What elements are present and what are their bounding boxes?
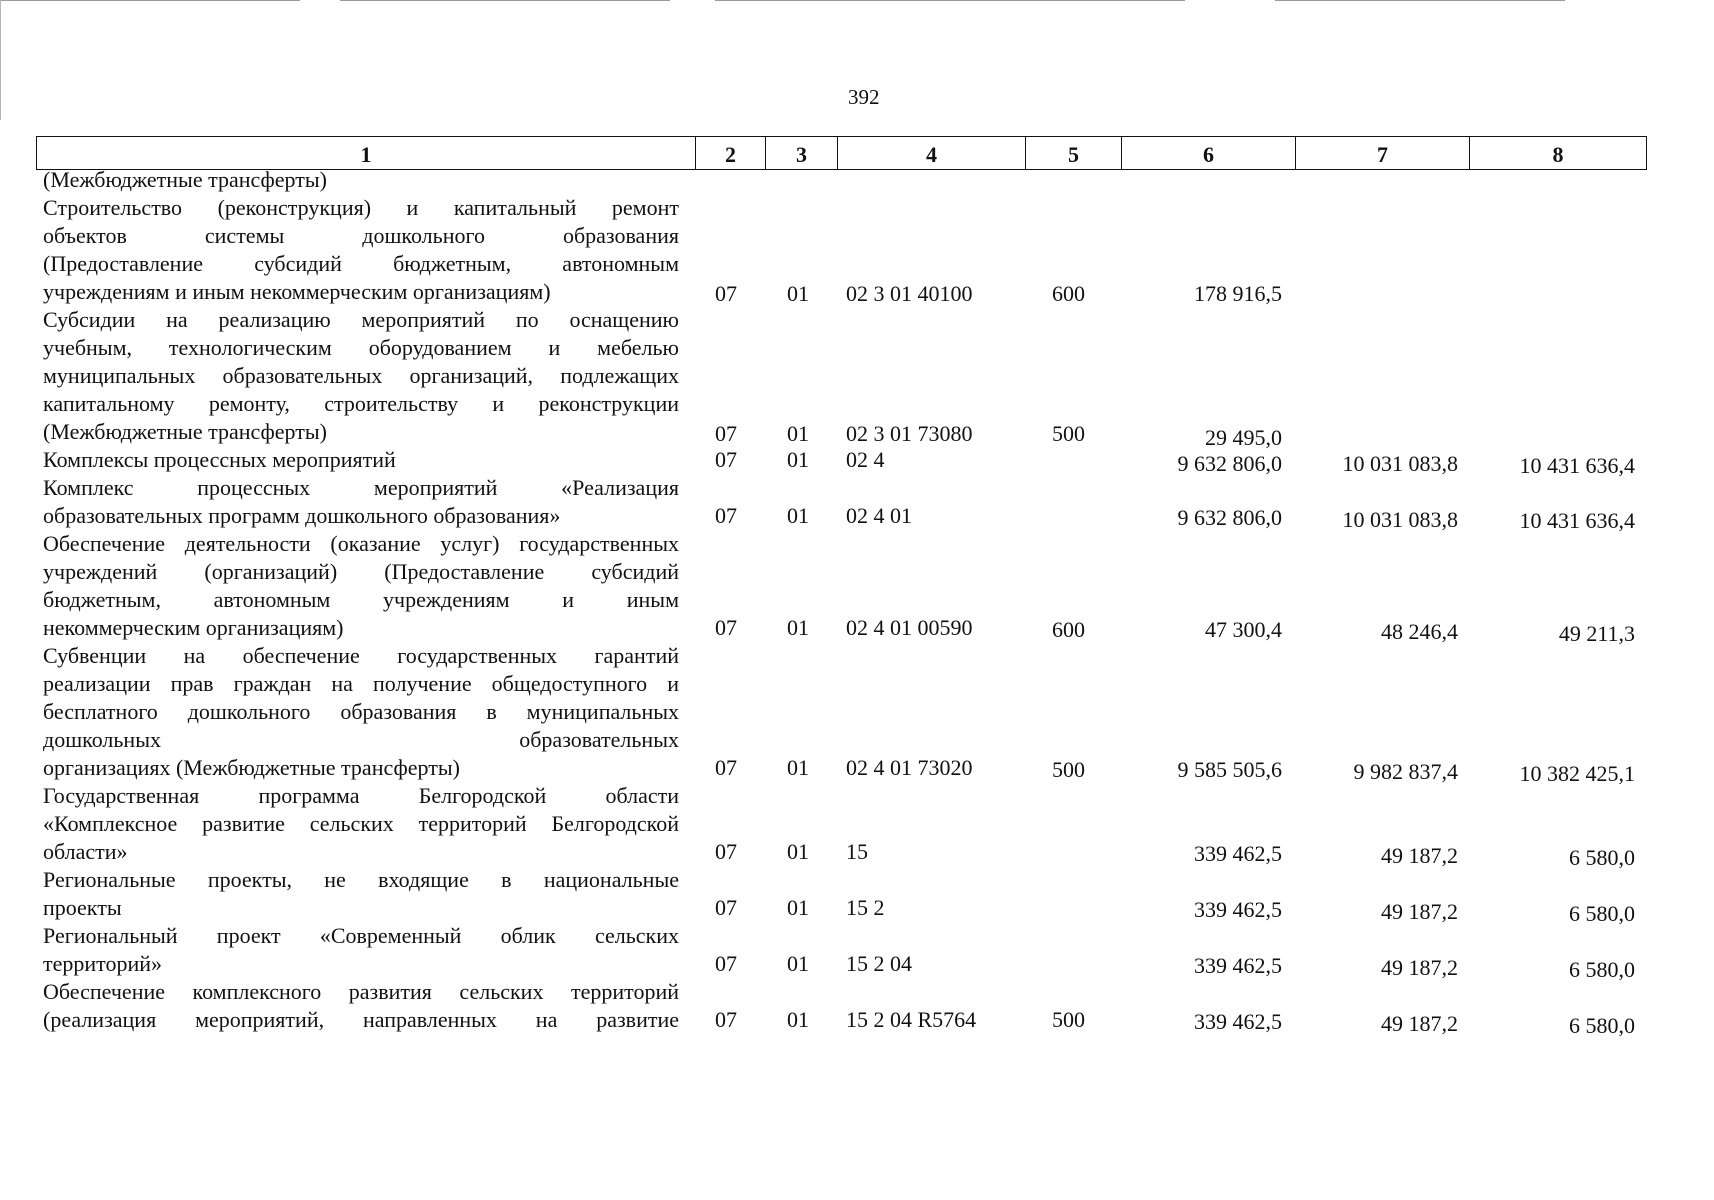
description-line: муниципальных образовательных организаций, подлежащих xyxy=(43,363,679,388)
cell-section: 07 xyxy=(715,839,737,864)
description-line: проекты xyxy=(43,895,122,920)
cell-section: 07 xyxy=(715,951,737,976)
cell-target-article: 15 xyxy=(846,839,868,864)
description-line: «Комплексное развитие сельских территорий Белгородской xyxy=(43,811,679,836)
cell-section: 07 xyxy=(715,755,737,780)
scan-edge-line xyxy=(715,0,1185,1)
description-line: Субвенции на обеспечение государственных гарантий xyxy=(43,643,679,668)
cell-amount-col6: 9 585 505,6 xyxy=(1177,757,1282,782)
description-line: учебным, технологическим оборудованием и мебелью xyxy=(43,335,679,360)
cell-target-article: 02 3 01 73080 xyxy=(846,421,973,446)
cell-expense-type: 500 xyxy=(1052,757,1085,782)
row-description xyxy=(43,194,679,306)
description-line: объектов системы дошкольного образования xyxy=(43,223,679,248)
cell-amount-col8: 6 580,0 xyxy=(1569,901,1635,926)
cell-subsection: 01 xyxy=(787,281,809,306)
cell-subsection: 01 xyxy=(787,503,809,528)
description-line: капитальному ремонту, строительству и реконструкции xyxy=(43,391,679,416)
description-line: Субсидии на реализацию мероприятий по оснащению xyxy=(43,307,679,332)
cell-amount-col6: 9 632 806,0 xyxy=(1177,505,1282,530)
cell-amount-col6: 47 300,4 xyxy=(1205,617,1282,642)
row-description xyxy=(43,166,679,194)
cell-target-article: 02 4 xyxy=(846,447,885,472)
cell-target-article: 15 2 04 xyxy=(846,951,912,976)
row-description xyxy=(43,446,679,474)
row-description xyxy=(43,866,679,922)
cell-amount-col6: 29 495,0 xyxy=(1205,425,1282,450)
cell-amount-col7: 49 187,2 xyxy=(1381,899,1458,924)
cell-amount-col7: 49 187,2 xyxy=(1381,1011,1458,1036)
cell-section: 07 xyxy=(715,503,737,528)
cell-amount-col8: 6 580,0 xyxy=(1569,957,1635,982)
cell-target-article: 15 2 04 R5764 xyxy=(846,1007,977,1032)
description-line: образовательных программ дошкольного образования» xyxy=(43,503,561,528)
cell-amount-col7: 49 187,2 xyxy=(1381,955,1458,980)
cell-expense-type: 500 xyxy=(1052,1007,1085,1032)
description-line: области» xyxy=(43,839,128,864)
page-number: 392 xyxy=(848,85,880,109)
cell-target-article: 02 4 01 00590 xyxy=(846,615,973,640)
cell-section: 07 xyxy=(715,1007,737,1032)
cell-amount-col6: 339 462,5 xyxy=(1194,953,1282,978)
row-description xyxy=(43,474,679,530)
header-col-3: 3 xyxy=(765,137,837,169)
cell-expense-type: 600 xyxy=(1052,617,1085,642)
row-description xyxy=(43,530,679,642)
scan-edge-line xyxy=(0,0,1,120)
description-line: (Межбюджетные трансферты) xyxy=(43,419,327,444)
cell-expense-type: 500 xyxy=(1052,421,1085,446)
cell-amount-col8: 10 431 636,4 xyxy=(1519,453,1635,478)
cell-subsection: 01 xyxy=(787,1007,809,1032)
cell-amount-col6: 9 632 806,0 xyxy=(1177,451,1282,476)
cell-amount-col8: 6 580,0 xyxy=(1569,845,1635,870)
cell-subsection: 01 xyxy=(787,615,809,640)
scan-edge-line xyxy=(340,0,670,1)
cell-expense-type: 600 xyxy=(1052,281,1085,306)
description-line: Государственная программа Белгородской области xyxy=(43,783,679,808)
description-line: (Предоставление субсидий бюджетным, автономным xyxy=(43,251,679,276)
description-line: (Межбюджетные трансферты) xyxy=(43,167,327,192)
cell-target-article: 15 2 xyxy=(846,895,885,920)
cell-amount-col6: 339 462,5 xyxy=(1194,841,1282,866)
cell-amount-col7: 49 187,2 xyxy=(1381,843,1458,868)
header-col-4: 4 xyxy=(837,137,1025,169)
description-line: территорий» xyxy=(43,951,163,976)
cell-amount-col7: 10 031 083,8 xyxy=(1342,451,1458,476)
description-line: учреждений (организаций) (Предоставление субсидий xyxy=(43,559,679,584)
description-line: (реализация мероприятий, направленных на развитие xyxy=(43,1007,679,1032)
cell-target-article: 02 3 01 40100 xyxy=(846,281,973,306)
description-line: организациях (Межбюджетные трансферты) xyxy=(43,755,460,780)
description-line: Комплексы процессных мероприятий xyxy=(43,447,396,472)
cell-amount-col8: 49 211,3 xyxy=(1558,621,1635,646)
header-col-2: 2 xyxy=(695,137,765,169)
description-line: некоммерческим организациям) xyxy=(43,615,344,640)
header-col-5: 5 xyxy=(1025,137,1121,169)
description-line: Строительство (реконструкция) и капитальный ремонт xyxy=(43,195,679,220)
row-description xyxy=(43,306,679,446)
description-line: бюджетным, автономным учреждениям и иным xyxy=(43,587,679,612)
cell-subsection: 01 xyxy=(787,951,809,976)
header-col-7: 7 xyxy=(1295,137,1469,169)
header-col-1: 1 xyxy=(360,142,372,167)
description-line: реализации прав граждан на получение общедоступного и xyxy=(43,671,679,696)
row-description xyxy=(43,782,679,866)
cell-amount-col7: 9 982 837,4 xyxy=(1353,759,1458,784)
cell-section: 07 xyxy=(715,447,737,472)
header-col-6: 6 xyxy=(1121,137,1295,169)
description-line: бесплатного дошкольного образования в муниципальных xyxy=(43,699,679,724)
cell-amount-col6: 178 916,5 xyxy=(1194,281,1282,306)
row-description xyxy=(43,642,679,782)
cell-target-article: 02 4 01 xyxy=(846,503,912,528)
description-line: Обеспечение комплексного развития сельских территорий xyxy=(43,979,679,1004)
cell-amount-col8: 6 580,0 xyxy=(1569,1013,1635,1038)
cell-section: 07 xyxy=(715,281,737,306)
description-line: Региональные проекты, не входящие в национальные xyxy=(43,867,679,892)
row-description xyxy=(43,922,679,978)
cell-subsection: 01 xyxy=(787,839,809,864)
scan-edge-line xyxy=(1275,0,1565,1)
cell-subsection: 01 xyxy=(787,421,809,446)
description-line: дошкольных образовательных xyxy=(43,727,679,752)
description-line: Обеспечение деятельности (оказание услуг) государственных xyxy=(43,531,679,556)
cell-section: 07 xyxy=(715,421,737,446)
description-line: учреждениям и иным некоммерческим организациям) xyxy=(43,279,551,304)
description-line: Комплекс процессных мероприятий «Реализация xyxy=(43,475,679,500)
row-description xyxy=(43,978,679,1034)
table-header xyxy=(36,136,1647,170)
cell-subsection: 01 xyxy=(787,895,809,920)
cell-amount-col8: 10 382 425,1 xyxy=(1519,761,1635,786)
cell-amount-col6: 339 462,5 xyxy=(1194,897,1282,922)
cell-amount-col8: 10 431 636,4 xyxy=(1519,508,1635,533)
scan-edge-line xyxy=(0,0,300,1)
cell-amount-col7: 48 246,4 xyxy=(1381,619,1458,644)
cell-amount-col6: 339 462,5 xyxy=(1194,1009,1282,1034)
cell-section: 07 xyxy=(715,895,737,920)
description-line: Региональный проект «Современный облик сельских xyxy=(43,923,679,948)
cell-subsection: 01 xyxy=(787,447,809,472)
header-col-8: 8 xyxy=(1469,137,1646,169)
cell-section: 07 xyxy=(715,615,737,640)
cell-target-article: 02 4 01 73020 xyxy=(846,755,973,780)
cell-amount-col7: 10 031 083,8 xyxy=(1342,507,1458,532)
cell-subsection: 01 xyxy=(787,755,809,780)
